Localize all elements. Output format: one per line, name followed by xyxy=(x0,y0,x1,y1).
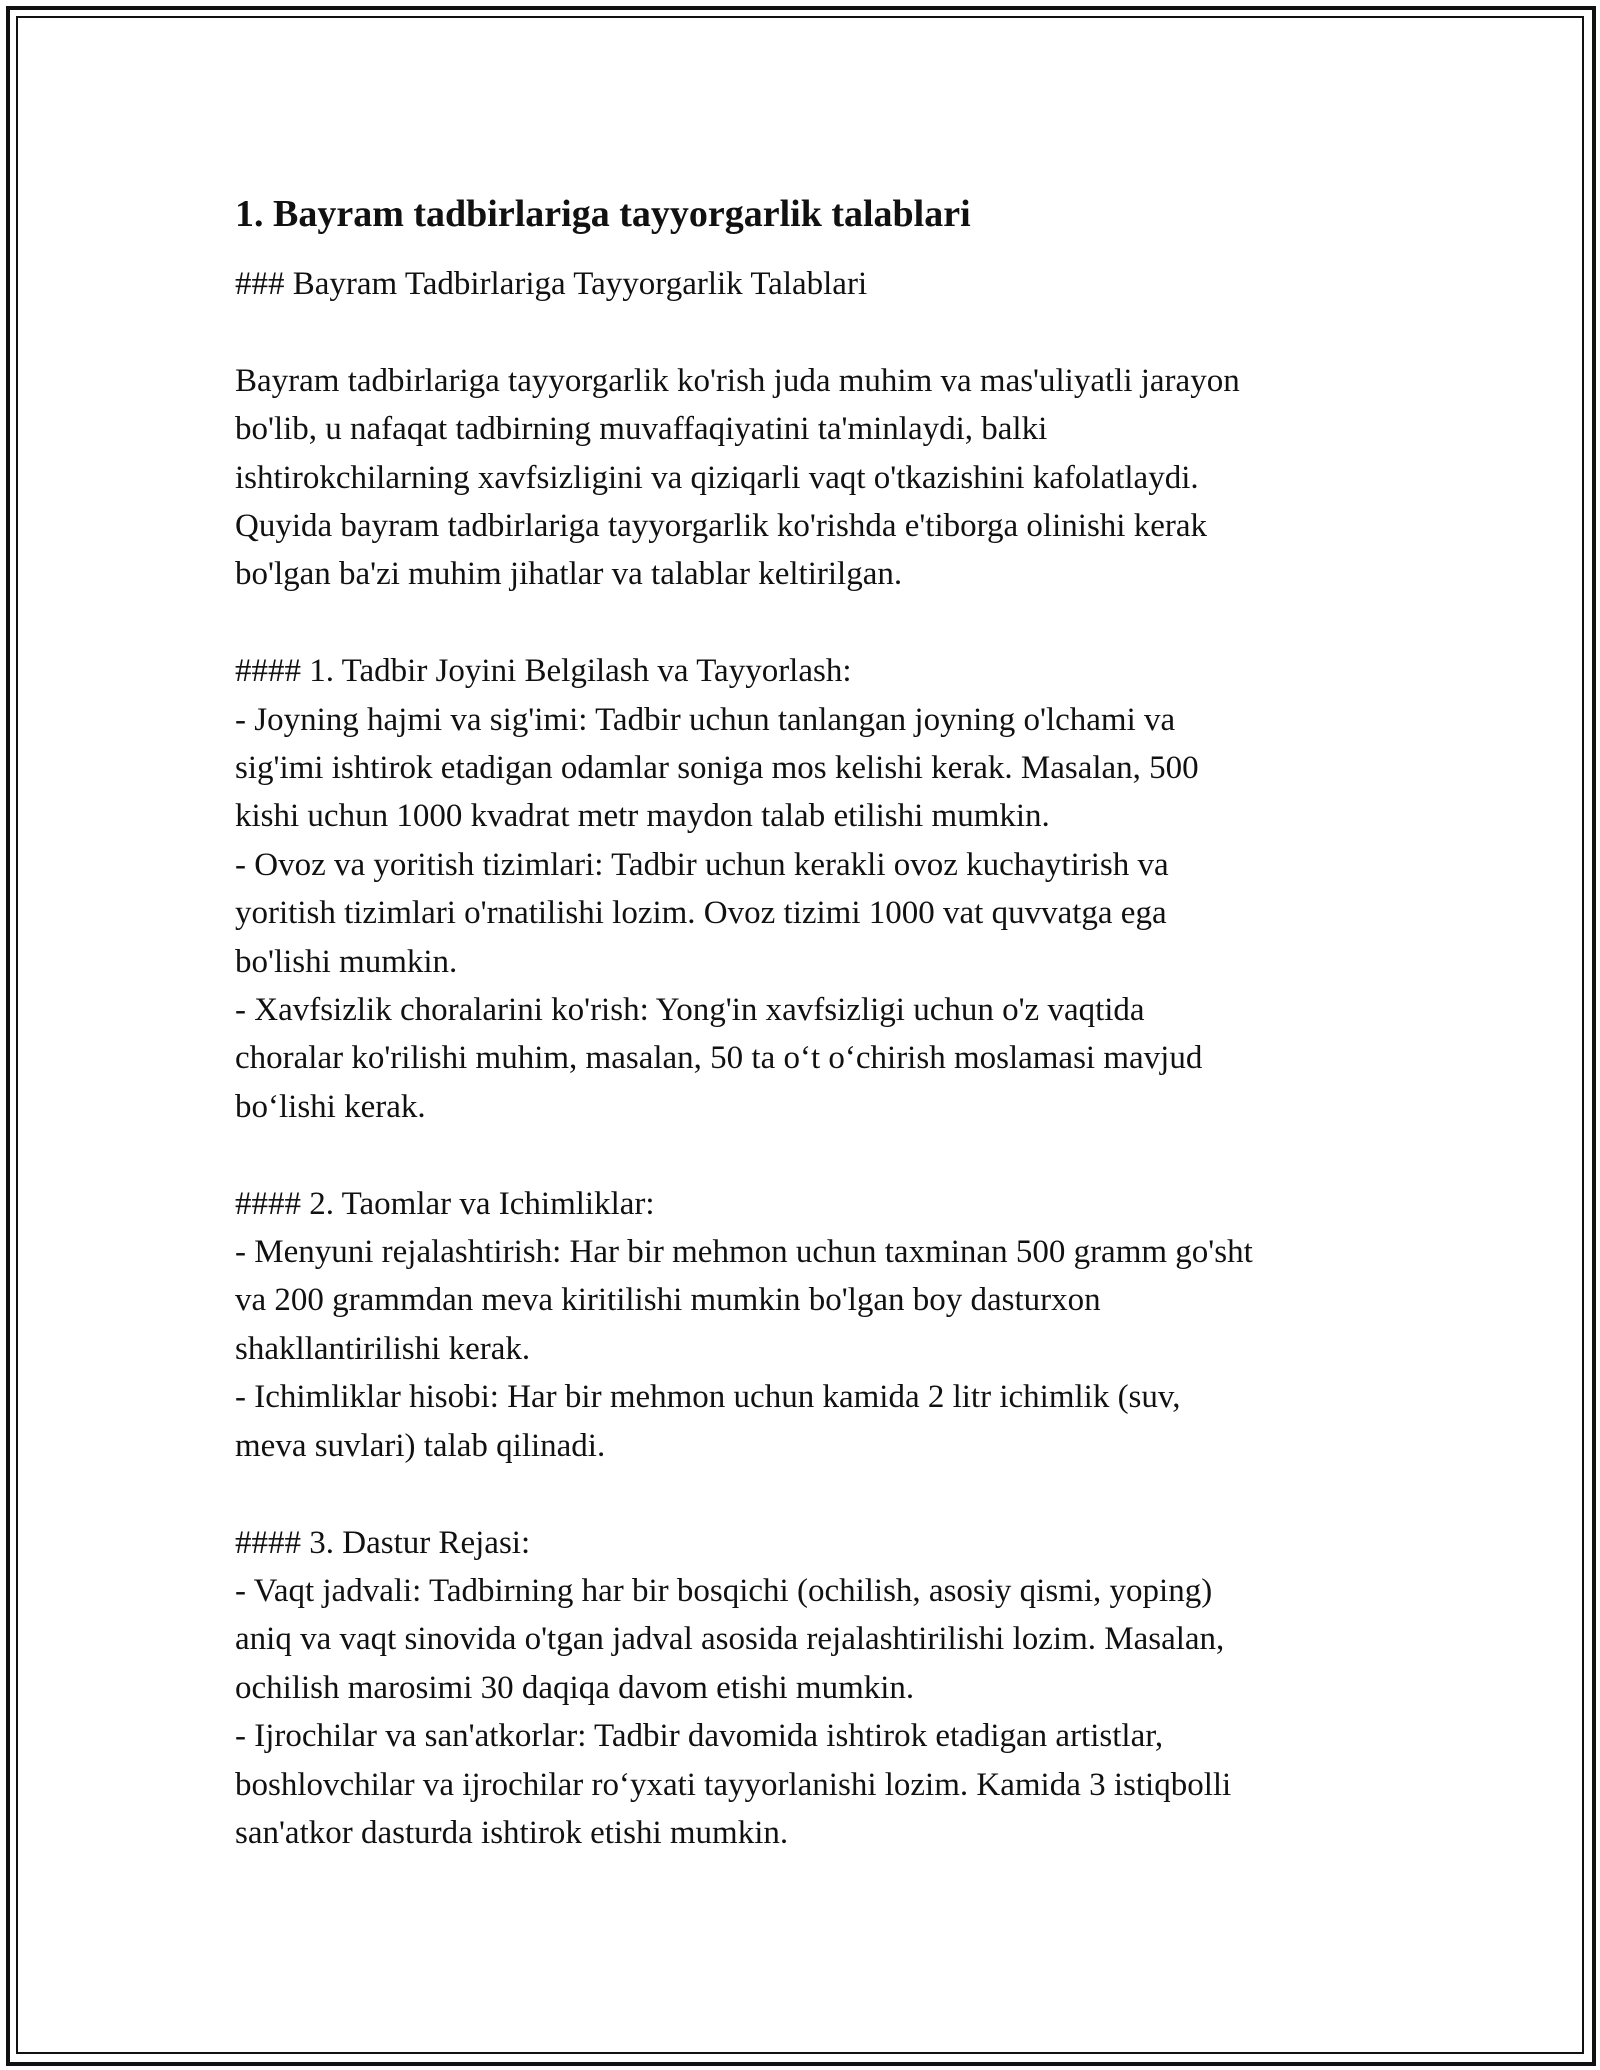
text-line: kishi uchun 1000 kvadrat metr maydon talab etilishi mumkin. xyxy=(235,798,1050,835)
text-line: Quyida bayram tadbirlariga tayyorgarlik ko'rishda e'tiborga olinishi kerak xyxy=(235,508,1207,545)
blank-line xyxy=(235,308,1385,356)
text-line: #### 1. Tadbir Joyini Belgilash va Tayyorlash: xyxy=(235,653,852,690)
text-line: ### Bayram Tadbirlariga Tayyorgarlik Talablari xyxy=(235,266,868,302)
text-line: #### 2. Taomlar va Ichimliklar: xyxy=(235,1185,655,1222)
text-line: - Ovoz va yoritish tizimlari: Tadbir uchun kerakli ovoz kuchaytirish va xyxy=(235,846,1169,883)
text-line: - Xavfsizlik choralarini ko'rish: Yong'in xavfsizligi uchun o'z vaqtida xyxy=(235,992,1145,1029)
text-line: ishtirokchilarning xavfsizligini va qiziqarli vaqt o'tkazishini kafolatlaydi. xyxy=(235,459,1199,496)
text-line: boshlovchilar va ijrochilar ro‘yxati tayyorlanishi lozim. Kamida 3 istiqbolli xyxy=(235,1766,1232,1803)
text-line: - Ichimliklar hisobi: Har bir mehmon uchun kamida 2 litr ichimlik (suv, xyxy=(235,1379,1181,1416)
document-body xyxy=(235,190,1385,1857)
text-line: yoritish tizimlari o'rnatilishi lozim. Ovoz tizimi 1000 vat quvvatga ega xyxy=(235,895,1167,932)
blank-line xyxy=(235,1131,1385,1179)
text-line: sig'imi ishtirok etadigan odamlar soniga mos kelishi kerak. Masalan, 500 xyxy=(235,750,1199,787)
text-line: - Vaqt jadvali: Tadbirning har bir bosqichi (ochilish, asosiy qismi, yoping) xyxy=(235,1572,1213,1609)
text-line: bo'lgan ba'zi muhim jihatlar va talablar keltirilgan. xyxy=(235,556,903,593)
text-line: va 200 grammdan meva kiritilishi mumkin bo'lgan boy dasturxon xyxy=(235,1282,1101,1319)
document-title: 1. Bayram tadbirlariga tayyorgarlik talablari xyxy=(235,193,971,235)
text-line: san'atkor dasturda ishtirok etishi mumkin. xyxy=(235,1814,789,1851)
text-line: bo'lishi mumkin. xyxy=(235,943,458,980)
blank-line xyxy=(235,1470,1385,1518)
text-line: meva suvlari) talab qilinadi. xyxy=(235,1427,606,1464)
text-line: #### 3. Dastur Rejasi: xyxy=(235,1524,531,1561)
text-line: - Menyuni rejalashtirish: Har bir mehmon uchun taxminan 500 gramm go'sht xyxy=(235,1234,1253,1271)
text-line: bo'lib, u nafaqat tadbirning muvaffaqiyatini ta'minlaydi, balki xyxy=(235,411,1048,448)
text-line: bo‘lishi kerak. xyxy=(235,1088,426,1125)
text-line: Bayram tadbirlariga tayyorgarlik ko'rish juda muhim va mas'uliyatli jarayon xyxy=(235,362,1240,399)
text-line: - Joyning hajmi va sig'imi: Tadbir uchun tanlangan joyning o'lchami va xyxy=(235,701,1176,738)
document-text xyxy=(235,260,1385,1857)
blank-line xyxy=(235,599,1385,647)
text-line: choralar ko'rilishi muhim, masalan, 50 ta o‘t o‘chirish moslamasi mavjud xyxy=(235,1040,1203,1077)
text-line: aniq va vaqt sinovida o'tgan jadval asosida rejalashtirilishi lozim. Masalan, xyxy=(235,1621,1225,1658)
text-line: - Ijrochilar va san'atkorlar: Tadbir davomida ishtirok etadigan artistlar, xyxy=(235,1718,1164,1755)
text-line: ochilish marosimi 30 daqiqa davom etishi mumkin. xyxy=(235,1669,915,1706)
text-line: shakllantirilishi kerak. xyxy=(235,1330,531,1367)
